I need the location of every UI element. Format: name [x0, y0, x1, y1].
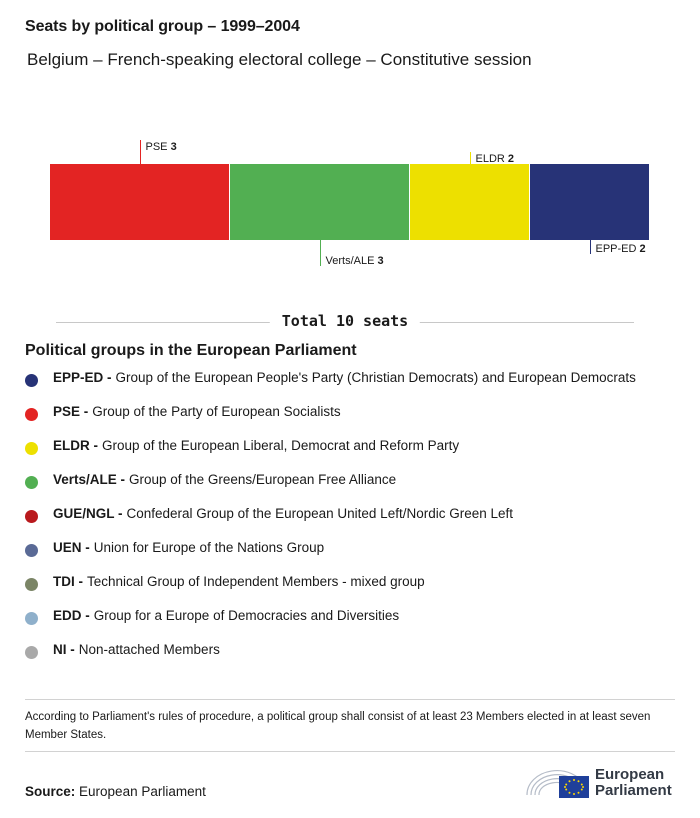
legend-item [25, 506, 636, 540]
legend-color-dot [25, 612, 38, 625]
legend-abbreviation: UEN - [53, 540, 90, 555]
legend-description: Group of the Greens/European Free Alliance [129, 472, 397, 487]
bar-label-pse [146, 141, 177, 153]
legend-abbreviation: NI - [53, 642, 75, 657]
legend-item [25, 404, 636, 438]
logo-wordmark [595, 767, 672, 799]
european-parliament-logo [525, 762, 680, 802]
bar-label-value: 2 [639, 243, 646, 255]
seats-stacked-bar-chart [0, 130, 700, 270]
bar-label-name: ELDR [475, 153, 508, 165]
chart-subtitle: Belgium – French-speaking electoral college – Constitutive session [27, 50, 532, 69]
bar-label-name: Verts/ALE [325, 255, 378, 267]
legend-abbreviation: ELDR - [53, 438, 98, 453]
legend-color-dot [25, 374, 38, 387]
chart-title: Seats by political group – 1999–2004 [25, 18, 300, 35]
legend-color-dot [25, 578, 38, 591]
total-seats-row [56, 312, 634, 332]
total-seats-label: Total 10 seats [270, 312, 420, 330]
legend-item [25, 574, 636, 608]
legend-abbreviation: TDI - [53, 574, 83, 589]
bar-label-name: EPP-ED [595, 243, 640, 255]
legend-item [25, 438, 636, 472]
bar-segment-verts-ale [230, 164, 409, 240]
legend-item [25, 472, 636, 506]
legend-abbreviation: EPP-ED - [53, 370, 112, 385]
bar-label-value: 3 [170, 141, 177, 153]
legend-abbreviation: PSE - [53, 404, 89, 419]
logo-line-1: European [595, 766, 665, 783]
footnote-top-divider [25, 699, 675, 700]
legend-description: Group for a Europe of Democracies and Diversities [93, 608, 400, 623]
source-label: Source: [25, 784, 76, 799]
legend-abbreviation: Verts/ALE - [53, 472, 126, 487]
bar-label-eldr [476, 153, 515, 165]
bar-label-value: 2 [507, 153, 515, 165]
hemicycle-flag-icon [525, 762, 593, 802]
legend-color-dot [25, 408, 38, 421]
legend-description: Group of the European Liberal, Democrat and Reform Party [102, 438, 460, 453]
logo-line-2: Parliament [595, 782, 672, 799]
bar-segment-pse [50, 164, 229, 240]
legend-item [25, 370, 636, 404]
legend-heading: Political groups in the European Parliament [25, 342, 357, 359]
legend-item [25, 608, 636, 642]
legend-description: Group of the Party of European Socialists [92, 404, 341, 419]
bar-label-epp-ed [596, 243, 646, 255]
legend-description: Technical Group of Independent Members - mixed group [87, 574, 425, 589]
legend-color-dot [25, 510, 38, 523]
footnote-bottom-divider [25, 751, 675, 752]
legend-description: Confederal Group of the European United Left/Nordic Green Left [126, 506, 513, 521]
bar-label-verts-ale [326, 255, 384, 267]
legend-item [25, 642, 636, 676]
legend-abbreviation: EDD - [53, 608, 90, 623]
political-groups-legend [25, 370, 636, 676]
legend-color-dot [25, 544, 38, 557]
legend-description: Union for Europe of the Nations Group [93, 540, 325, 555]
source-line [25, 784, 206, 799]
legend-description: Non-attached Members [78, 642, 220, 657]
legend-description: Group of the European People's Party (Christian Democrats) and European Democrats [115, 370, 636, 385]
legend-color-dot [25, 442, 38, 455]
legend-abbreviation: GUE/NGL - [53, 506, 123, 521]
bar-segment-epp-ed [530, 164, 649, 240]
footnote: According to Parliament's rules of procedure, a political group shall consist of at least 23 Members elected in at least seven Member States. [25, 711, 651, 741]
bar-label-name: PSE [145, 141, 171, 153]
legend-item [25, 540, 636, 574]
source-value: European Parliament [79, 784, 206, 799]
bar-segment-eldr [410, 164, 529, 240]
legend-color-dot [25, 646, 38, 659]
legend-color-dot [25, 476, 38, 489]
bar-label-value: 3 [377, 255, 384, 267]
